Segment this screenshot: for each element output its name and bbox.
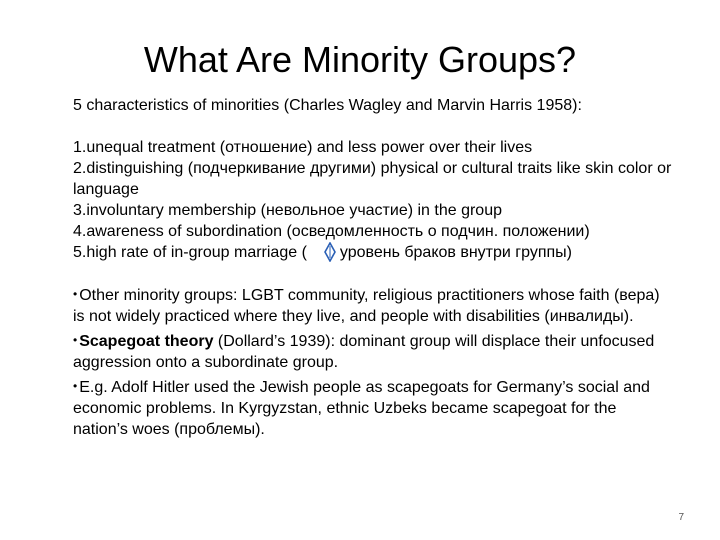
text-cursor-icon [323,242,337,262]
scapegoat-theory-text: (Dollard’s 1939): dominant group will displace their unfocused aggression onto a subordinate group. [73,333,655,371]
characteristic-5-start: 5.high rate of in-group marriage ( [73,244,307,261]
intro-text: 5 characteristics of minorities (Charles Wagley and Marvin Harris 1958): [73,97,582,114]
characteristics-list [73,137,673,263]
scapegoat-theory-label: Scapegoat theory [79,333,214,350]
characteristic-item: 2.distinguishing (подчеркивание другими) physical or cultural traits like skin color or language [73,160,672,198]
characteristic-5-end: уровень браков внутри группы) [339,244,572,261]
bullet-marker: • [73,333,78,347]
bullet-scapegoat [73,330,673,373]
characteristic-item-5 [73,242,673,263]
slide-title: What Are Minority Groups? [143,39,577,80]
bullet-marker: • [73,379,78,393]
characteristic-item: 4.awareness of subordination (осведомленность о подчин. положении) [73,223,590,240]
page-number: 7 [678,512,684,523]
characteristic-item: 3.involuntary membership (невольное участие) in the group [73,202,502,219]
bullet-list [73,284,673,440]
bullet-marker: • [73,287,78,301]
slide-body [73,95,673,443]
bullet-other-groups-text: Other minority groups: LGBT community, religious practitioners whose faith (вера) is not widely practiced where they live, and people with disabilities (инвалиды). [73,287,660,325]
characteristic-item: 1.unequal treatment (отношение) and less power over their lives [73,139,533,156]
bullet-example [73,376,673,440]
bullet-example-text: E.g. Adolf Hitler used the Jewish people as scapegoats for Germany’s social and economic problems. In Kyrgyzstan, ethnic Uzbeks became scapegoat for the nation’s woes (проблемы). [73,379,650,438]
bullet-other-groups [73,284,673,327]
